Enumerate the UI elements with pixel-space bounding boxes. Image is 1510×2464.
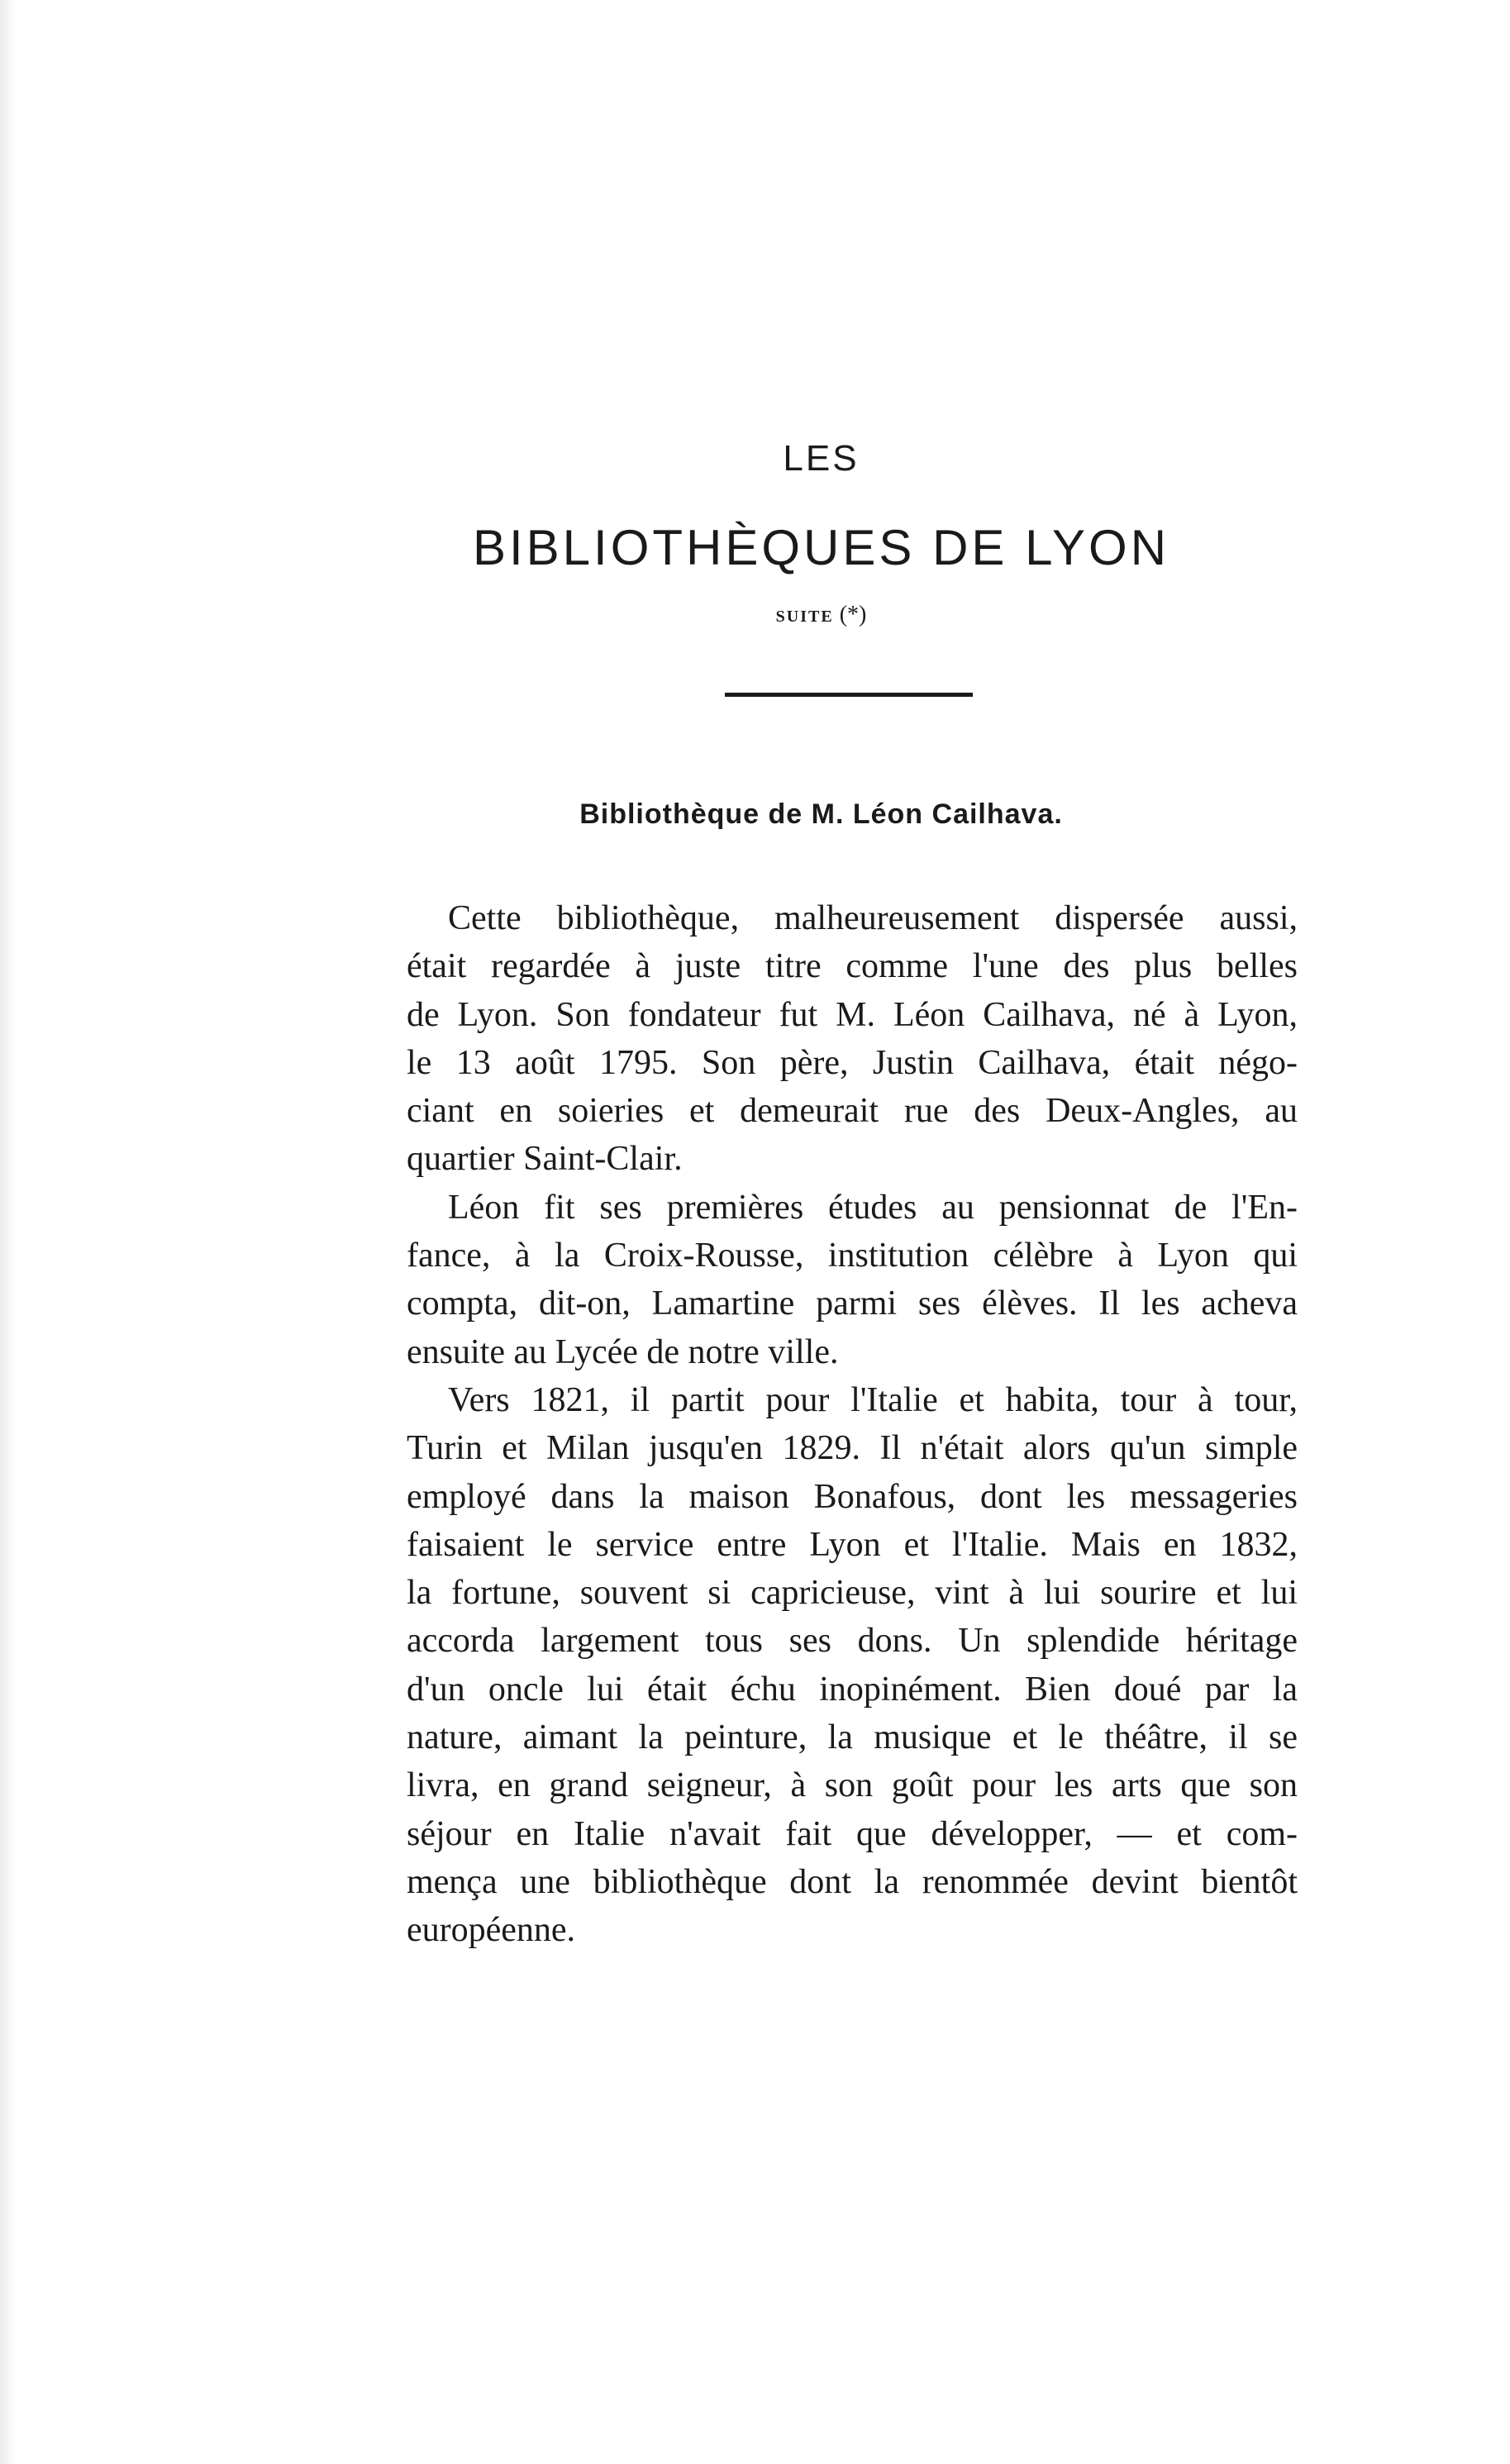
text-line: fance, à la Croix-Rousse, institution célèbre à Lyon qui	[407, 1237, 1298, 1275]
text-line: européenne.	[407, 1911, 576, 1950]
text-line: Léon fit ses premières études au pensionnat de l'En-	[448, 1188, 1298, 1227]
text-line: était regardée à juste titre comme l'une des plus belles	[407, 947, 1298, 986]
text-line: faisaient le service entre Lyon et l'Italie. Mais en 1832,	[407, 1525, 1298, 1564]
section-heading: Bibliothèque de M. Léon Cailhava.	[579, 798, 1063, 830]
page-edge-shadow	[0, 0, 15, 2464]
text-line: la fortune, souvent si capricieuse, vint à lui sourire et lui	[407, 1574, 1298, 1613]
text-line: de Lyon. Son fondateur fut M. Léon Cailhava, né à Lyon,	[407, 995, 1298, 1034]
body-text	[407, 894, 1298, 1955]
text-line: le 13 août 1795. Son père, Justin Cailhava, était négo-	[407, 1043, 1298, 1082]
text-line: employé dans la maison Bonafous, dont les messageries	[407, 1477, 1298, 1516]
title-suite	[0, 602, 1510, 628]
text-line: accorda largement tous ses dons. Un splendide héritage	[407, 1622, 1298, 1661]
text-line: séjour en Italie n'avait fait que développer, — et com-	[407, 1814, 1298, 1853]
text-line: quartier Saint-Clair.	[407, 1140, 683, 1179]
text-line: Vers 1821, il partit pour l'Italie et habita, tour à tour,	[448, 1380, 1298, 1419]
title-rule	[725, 693, 973, 697]
suite-footnote-mark: (*)	[833, 602, 867, 627]
text-line: ciant en soieries et demeurait rue des Deux-Angles, au	[407, 1092, 1298, 1131]
text-line: Cette bibliothèque, malheureusement dispersée aussi,	[448, 899, 1298, 937]
text-line: ensuite au Lycée de notre ville.	[407, 1332, 839, 1371]
text-line: mença une bibliothèque dont la renommée devint bientôt	[407, 1862, 1298, 1901]
suite-label: suite	[775, 602, 834, 627]
page-title: BIBLIOTHÈQUES DE LYON	[472, 520, 1170, 575]
text-line: Turin et Milan jusqu'en 1829. Il n'était alors qu'un simple	[407, 1429, 1298, 1468]
title-les: LES	[783, 438, 860, 479]
text-line: d'un oncle lui était échu inopinément. Bien doué par la	[407, 1670, 1298, 1709]
text-line: livra, en grand seigneur, à son goût pour les arts que son	[407, 1766, 1298, 1805]
text-line: nature, aimant la peinture, la musique et le théâtre, il se	[407, 1718, 1298, 1757]
text-line: compta, dit-on, Lamartine parmi ses élèves. Il les acheva	[407, 1284, 1298, 1323]
